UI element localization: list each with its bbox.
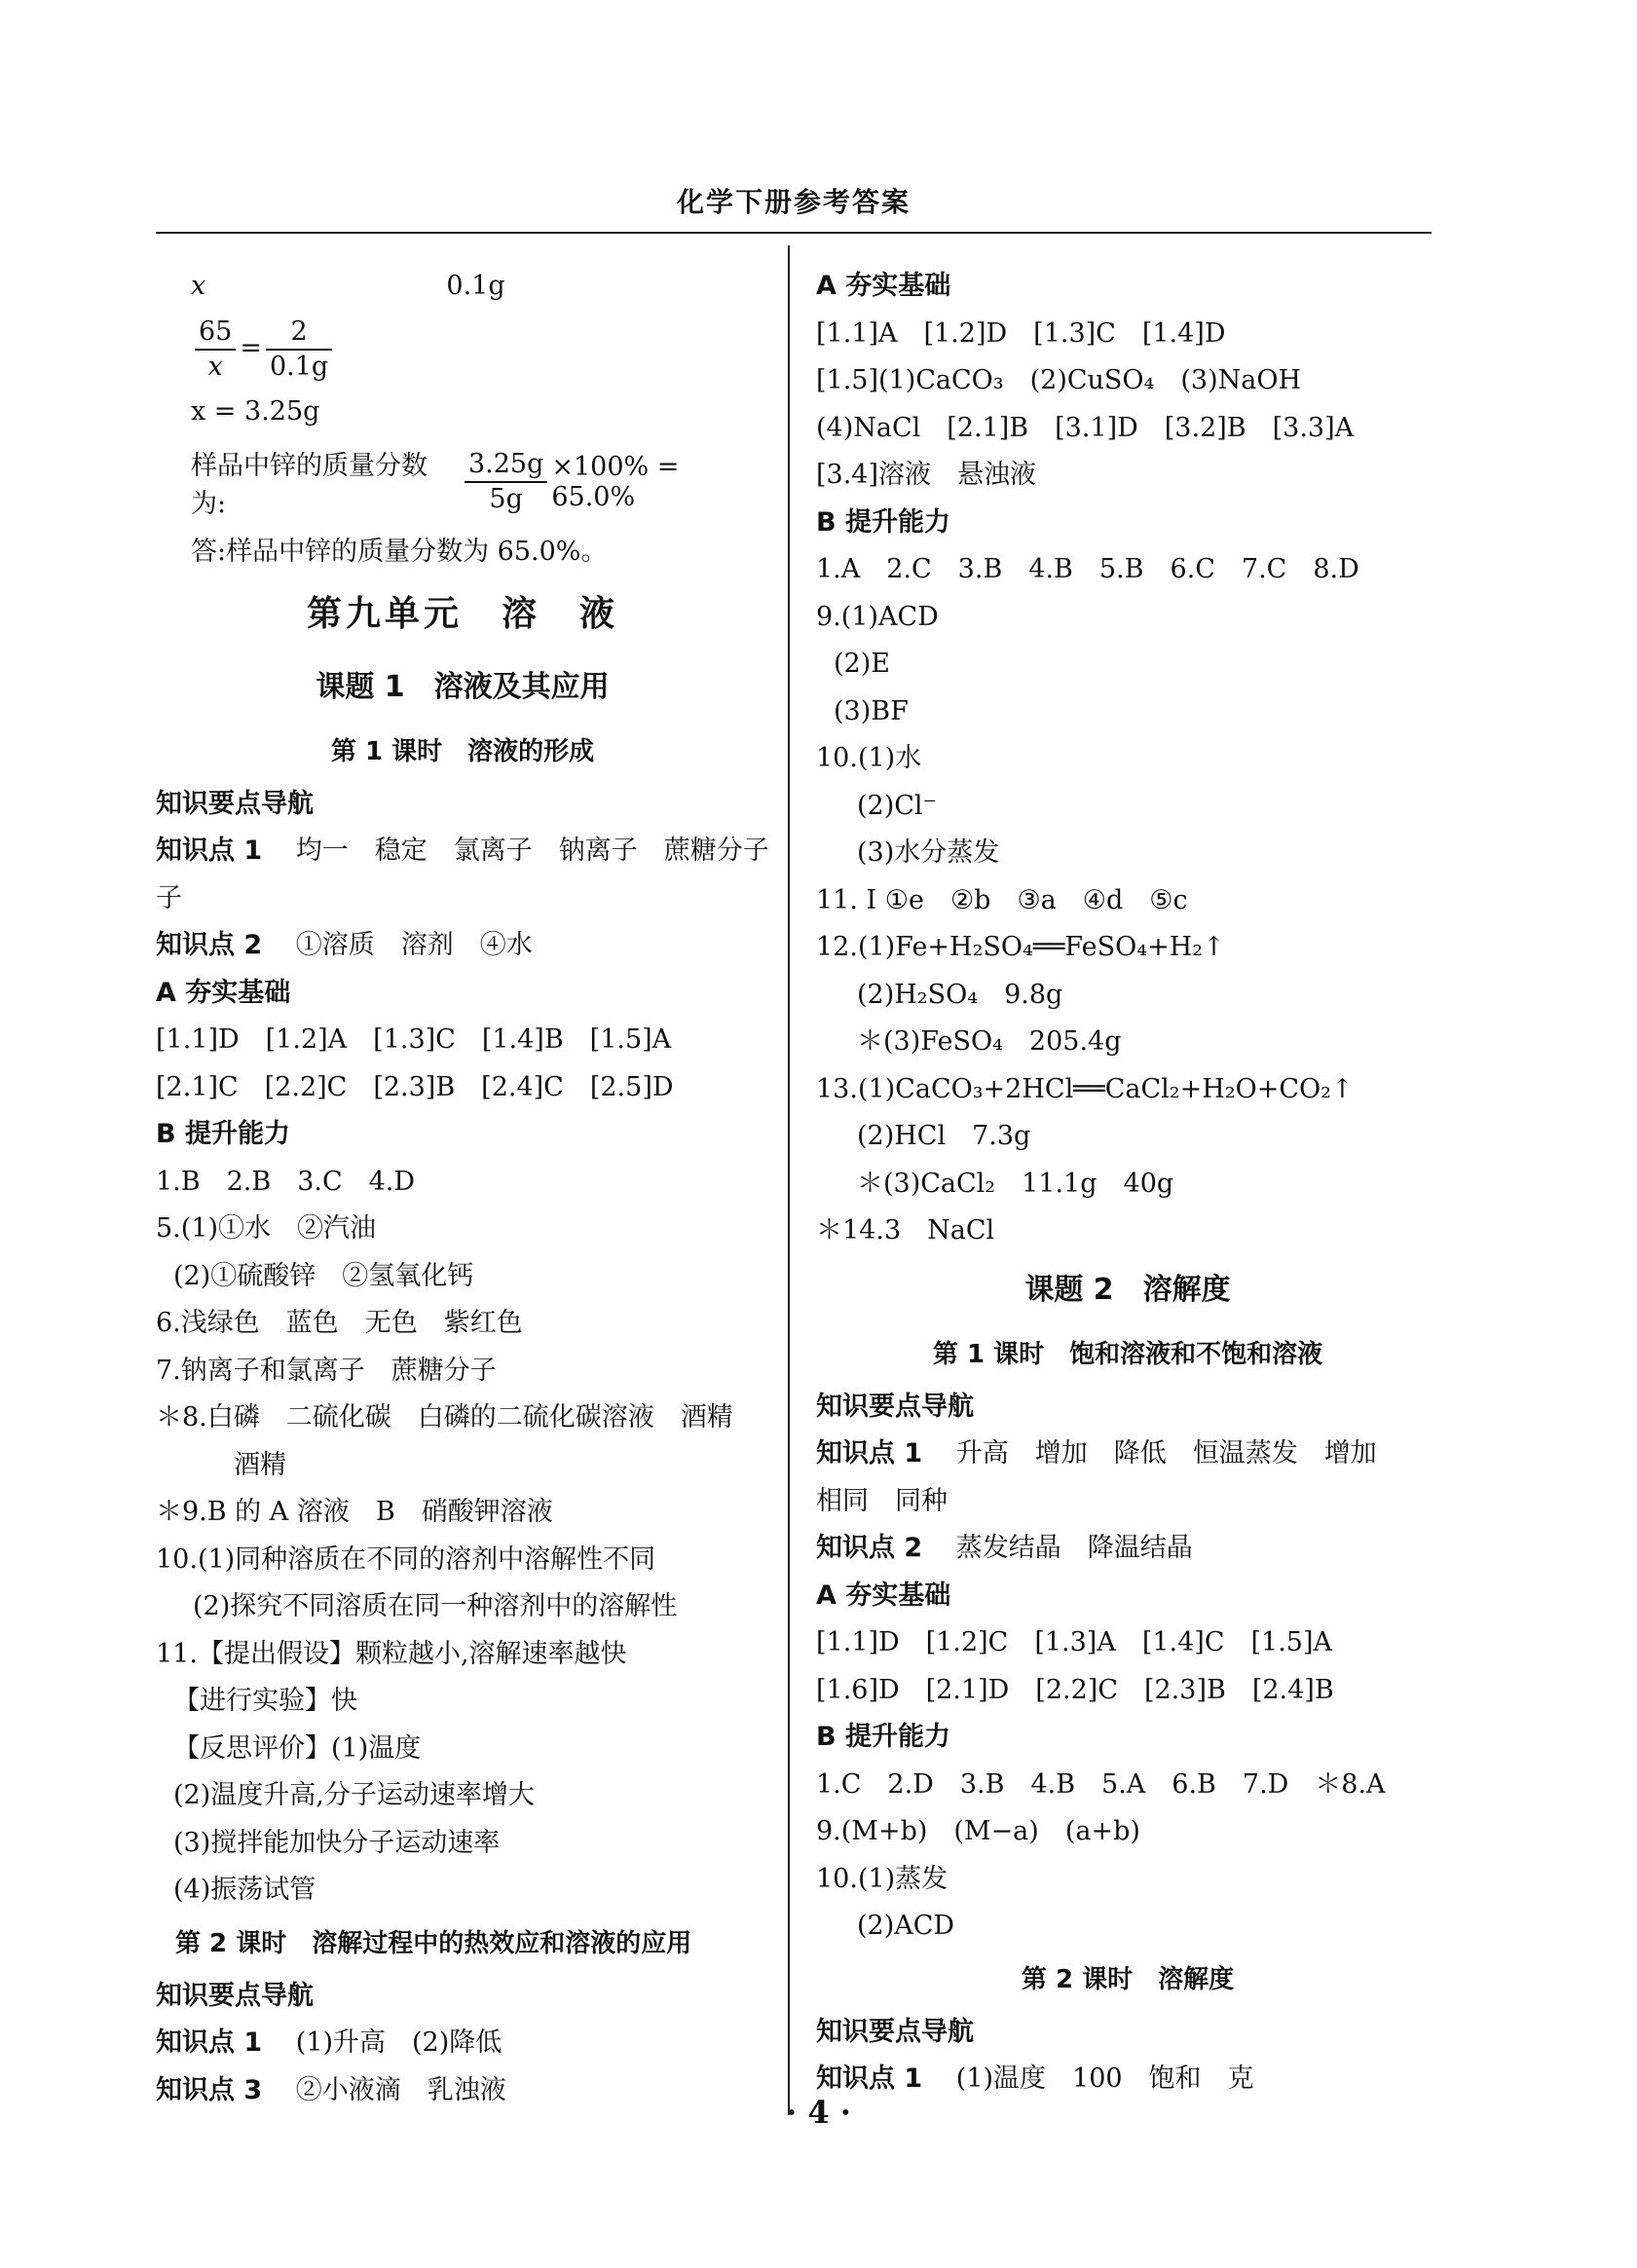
kp1-label: 知识点 1 xyxy=(156,836,263,866)
fraction-65-over-x xyxy=(195,316,236,384)
answer-line: 6.浅绿色 蓝色 无色 紫红色 xyxy=(156,1308,523,1338)
fraction-2-over-0.1g xyxy=(266,316,332,384)
answer-line: 1.A 2.C 3.B 4.B 5.B 6.C 7.C 8.D xyxy=(816,554,1359,584)
kp1-wrap: 相同 同种 xyxy=(816,1485,948,1516)
kp1-text: (1)温度 100 饱和 克 xyxy=(955,2064,1254,2094)
lesson2-title: 第 2 课时 溶解过程中的热效应和溶液的应用 xyxy=(175,1928,692,1958)
kp2-text: 蒸发结晶 降温结晶 xyxy=(955,1533,1193,1563)
answer-line: (3)搅拌能加快分子运动速率 xyxy=(173,1827,501,1858)
mass-fraction-suffix: ×100% = 65.0% xyxy=(551,452,680,512)
kp3-text: ②小液滴 乳浊液 xyxy=(295,2074,506,2105)
topic2-title: 课题 2 溶解度 xyxy=(1024,1272,1231,1307)
kp1-label: 知识点 1 xyxy=(156,2027,263,2058)
kp1-text: 均一 稳定 氯离子 钠离子 蔗糖分子 xyxy=(295,836,769,866)
kp2-text: ①溶质 溶剂 ④水 xyxy=(295,930,533,960)
section-a-heading: A 夯实基础 xyxy=(816,271,951,301)
answer-line: [1.5](1)CaCO₃ (2)CuSO₄ (3)NaOH xyxy=(816,365,1302,395)
answer-line: [1.1]A [1.2]D [1.3]C [1.4]D xyxy=(816,317,1226,349)
lesson1-title: 第 1 课时 溶液的形成 xyxy=(330,736,595,766)
answer-line: 5.(1)①水 ②汽油 xyxy=(156,1213,377,1244)
mass-fraction-prefix: 样品中锌的质量分数为: xyxy=(191,451,428,519)
unit-title: 第九单元 溶 液 xyxy=(306,593,618,634)
section-b-heading: B 提升能力 xyxy=(816,1722,950,1752)
answer-line: (2)HCl 7.3g xyxy=(857,1121,1031,1151)
mass-fraction-line xyxy=(156,435,769,529)
calc-answer: 答:样品中锌的质量分数为 65.0%。 xyxy=(191,537,608,567)
header-rule xyxy=(156,232,1432,234)
answer-line: ＊9.B 的 A 溶液 B 硝酸钾溶液 xyxy=(156,1497,553,1527)
answer-line: 9.(M+b) (M−a) (a+b) xyxy=(816,1816,1140,1846)
answer-line: (2)H₂SO₄ 9.8g xyxy=(857,979,1063,1010)
frac1-numerator: 65 xyxy=(195,316,236,351)
nav-heading: 知识要点导航 xyxy=(816,1391,974,1422)
kp1-line xyxy=(816,1431,1439,1478)
lesson1-title: 第 1 课时 饱和溶液和不饱和溶液 xyxy=(932,1339,1323,1369)
answer-line: (4)振荡试管 xyxy=(173,1875,316,1905)
right-column xyxy=(816,263,1439,2103)
section-b-heading: B 提升能力 xyxy=(156,1119,290,1149)
kp3-label: 知识点 3 xyxy=(156,2074,263,2105)
section-b-heading: B 提升能力 xyxy=(816,506,950,538)
answer-line: 1.C 2.D 3.B 4.B 5.A 6.B 7.D ＊8.A xyxy=(816,1768,1386,1800)
answer-line: 11. Ⅰ ①e ②b ③a ④d ⑤c xyxy=(816,884,1188,915)
calc-hydrogen-mass: 0.1g xyxy=(446,271,505,301)
answer-line: (3)水分蒸发 xyxy=(857,837,1000,868)
answer-line: ＊8.白磷 二硫化碳 白磷的二硫化碳溶液 酒精 xyxy=(156,1402,733,1432)
equals-sign: = xyxy=(240,333,262,364)
answer-line: (3)BF xyxy=(834,695,909,726)
mass-frac-denominator: 5g xyxy=(489,484,523,514)
answer-line: (2)E xyxy=(834,649,890,679)
answer-line: (4)NaCl [2.1]B [3.1]D [3.2]B [3.3]A xyxy=(816,412,1355,443)
kp1-label: 知识点 1 xyxy=(816,2064,923,2094)
answer-line: 7.钠离子和氯离子 蔗糖分子 xyxy=(156,1355,497,1386)
answer-line: 1.B 2.B 3.C 4.D xyxy=(156,1166,416,1197)
calc-result: x = 3.25g xyxy=(191,395,320,427)
answer-line: [1.6]D [2.1]D [2.2]C [2.3]B [2.4]B xyxy=(816,1674,1334,1705)
left-column xyxy=(156,263,769,2114)
answer-line: [1.1]D [1.2]A [1.3]C [1.4]B [1.5]A xyxy=(156,1024,672,1055)
kp1-line xyxy=(156,2020,769,2067)
answer-line: (2)Cl⁻ xyxy=(857,790,937,821)
calc-proportion xyxy=(156,311,769,389)
kp1-text: (1)升高 (2)降低 xyxy=(295,2027,502,2058)
page-number: · 4 · xyxy=(786,2094,851,2131)
kp2-line xyxy=(156,922,769,970)
kp2-label: 知识点 2 xyxy=(156,930,263,960)
answer-line: (2)探究不同溶质在同一种溶剂中的溶解性 xyxy=(193,1591,678,1621)
answer-line: 11.【提出假设】颗粒越小,溶解速率越快 xyxy=(156,1638,627,1669)
answer-line: 10.(1)水 xyxy=(816,743,922,773)
kp2-label: 知识点 2 xyxy=(816,1533,923,1563)
kp1-text: 升高 增加 降低 恒温蒸发 增加 xyxy=(955,1438,1377,1469)
answer-line: 9.(1)ACD xyxy=(816,601,939,632)
answer-line: (2)ACD xyxy=(857,1911,955,1941)
topic1-title: 课题 1 溶液及其应用 xyxy=(316,669,610,704)
answer-line: ＊(3)FeSO₄ 205.4g xyxy=(857,1026,1122,1057)
section-a-heading: A 夯实基础 xyxy=(156,977,291,1008)
calc-line-vars xyxy=(156,263,769,311)
frac1-denominator: x xyxy=(207,351,223,382)
page-header-title: 化学下册参考答案 xyxy=(676,186,911,218)
nav-heading: 知识要点导航 xyxy=(156,1980,314,2011)
answer-line: 10.(1)蒸发 xyxy=(816,1863,949,1894)
kp2-line xyxy=(816,1525,1439,1573)
kp1-line xyxy=(156,828,769,875)
answer-line: 【反思评价】(1)温度 xyxy=(173,1732,422,1764)
answer-line: 酒精 xyxy=(234,1449,286,1480)
kp1-wrap: 子 xyxy=(156,882,182,913)
answer-line: 12.(1)Fe+H₂SO₄══FeSO₄+H₂↑ xyxy=(816,932,1225,962)
nav-heading: 知识要点导航 xyxy=(816,2016,974,2047)
answer-line: [3.4]溶液 悬浊液 xyxy=(816,460,1037,490)
answer-line: ＊14.3 NaCl xyxy=(816,1215,995,1246)
mass-fraction-frac xyxy=(465,448,547,516)
column-divider xyxy=(788,245,790,2115)
answer-line: [1.1]D [1.2]C [1.3]A [1.4]C [1.5]A xyxy=(816,1627,1332,1657)
frac2-denominator: 0.1g xyxy=(269,351,329,382)
answer-line: [2.1]C [2.2]C [2.3]B [2.4]C [2.5]D xyxy=(156,1071,674,1102)
answer-line: (2)温度升高,分子运动速率增大 xyxy=(173,1780,535,1810)
section-a-heading: A 夯实基础 xyxy=(816,1580,951,1611)
calc-x-label: x xyxy=(191,271,206,301)
kp1-label: 知识点 1 xyxy=(816,1438,923,1469)
lesson2-title: 第 2 课时 溶解度 xyxy=(1021,1964,1235,1994)
nav-heading: 知识要点导航 xyxy=(156,788,314,819)
answer-line: 10.(1)同种溶质在不同的溶剂中溶解性不同 xyxy=(156,1543,656,1575)
answer-line: 13.(1)CaCO₃+2HCl══CaCl₂+H₂O+CO₂↑ xyxy=(816,1073,1354,1104)
frac2-numerator: 2 xyxy=(266,316,332,351)
mass-frac-numerator: 3.25g xyxy=(465,448,547,483)
answer-line: 【进行实验】快 xyxy=(173,1686,357,1716)
answer-line: (2)①硫酸锌 ②氢氧化钙 xyxy=(173,1260,474,1291)
answer-line: ＊(3)CaCl₂ 11.1g 40g xyxy=(857,1168,1174,1199)
